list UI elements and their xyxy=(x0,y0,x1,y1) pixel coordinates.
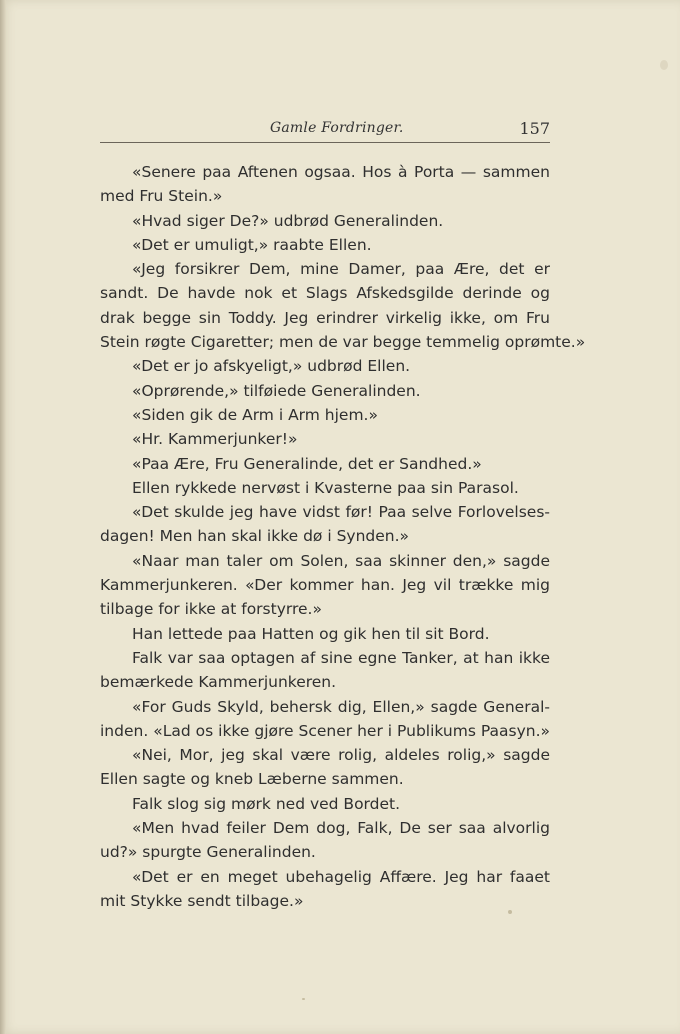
text-line: «Hr. Kammerjunker!» xyxy=(132,430,298,449)
text-line: «Jeg forsikrer Dem, mine Damer, paa Ære, det er xyxy=(132,260,550,279)
text-line: «Det er jo afskyeligt,» udbrød Ellen. xyxy=(132,357,411,376)
paper-spot xyxy=(660,60,668,70)
page-number: 157 xyxy=(519,119,550,138)
running-header xyxy=(100,118,550,143)
text-line: bemærkede Kammerjunkeren. xyxy=(100,673,337,692)
text-line: «Men hvad feiler Dem dog, Falk, De ser saa alvorlig xyxy=(132,819,550,838)
text-line: «Nei, Mor, jeg skal være rolig, aldeles rolig,» sagde xyxy=(132,746,550,765)
text-line: «For Guds Skyld, behersk dig, Ellen,» sagde General- xyxy=(132,697,550,716)
text-line: «Det skulde jeg have vidst før! Paa selve Forlovelses- xyxy=(132,503,550,522)
text-line: inden. «Lad os ikke gjøre Scener her i Publikums Paasyn.» xyxy=(100,721,550,740)
text-line: «Senere paa Aftenen ogsaa. Hos à Porta — sammen xyxy=(132,163,550,181)
text-line: «Paa Ære, Fru Generalinde, det er Sandhed.» xyxy=(132,454,482,473)
text-line: drak begge sin Toddy. Jeg erindrer virkelig ikke, om Fru xyxy=(100,308,550,327)
text-line: ud?» spurgte Generalinden. xyxy=(100,843,316,862)
text-line: «Siden gik de Arm i Arm hjem.» xyxy=(132,405,378,424)
text-line: Stein røgte Cigaretter; men de var begge temmelig oprømte.» xyxy=(100,333,586,352)
text-line: Ellen rykkede nervøst i Kvasterne paa sin Parasol. xyxy=(132,478,519,497)
running-title: Gamle Fordringer. xyxy=(270,120,404,136)
text-line: Kammerjunkeren. «Der kommer han. Jeg vil trække mig xyxy=(100,576,550,595)
text-line: med Fru Stein.» xyxy=(100,187,223,206)
text-line: Ellen sagte og kneb Læberne sammen. xyxy=(100,770,404,789)
text-line: sandt. De havde nok et Slags Afskedsgilde derinde og xyxy=(100,284,550,303)
text-line: «Det er umuligt,» raabte Ellen. xyxy=(132,235,372,254)
text-line: mit Stykke sendt tilbage.» xyxy=(100,891,304,910)
text-line: «Hvad siger De?» udbrød Generalinden. xyxy=(132,211,444,230)
text-line: tilbage for ikke at forstyrre.» xyxy=(100,600,322,619)
text-line: dagen! Men han skal ikke dø i Synden.» xyxy=(100,527,410,546)
page-edge-shadow xyxy=(0,0,6,1034)
paper-spot xyxy=(508,910,512,914)
text-line: Falk slog sig mørk ned ved Bordet. xyxy=(132,794,401,813)
body-text xyxy=(100,160,586,913)
text-line: «Det er en meget ubehagelig Affære. Jeg har faaet xyxy=(132,867,550,886)
text-line: «Oprørende,» tilføiede Generalinden. xyxy=(132,381,421,400)
text-line: «Naar man taler om Solen, saa skinner den,» sagde xyxy=(132,551,550,570)
text-line: Falk var saa optagen af sine egne Tanker, at han ikke xyxy=(132,648,550,667)
paper-spot xyxy=(302,998,305,1000)
text-line: Han lettede paa Hatten og gik hen til sit Bord. xyxy=(132,624,490,643)
